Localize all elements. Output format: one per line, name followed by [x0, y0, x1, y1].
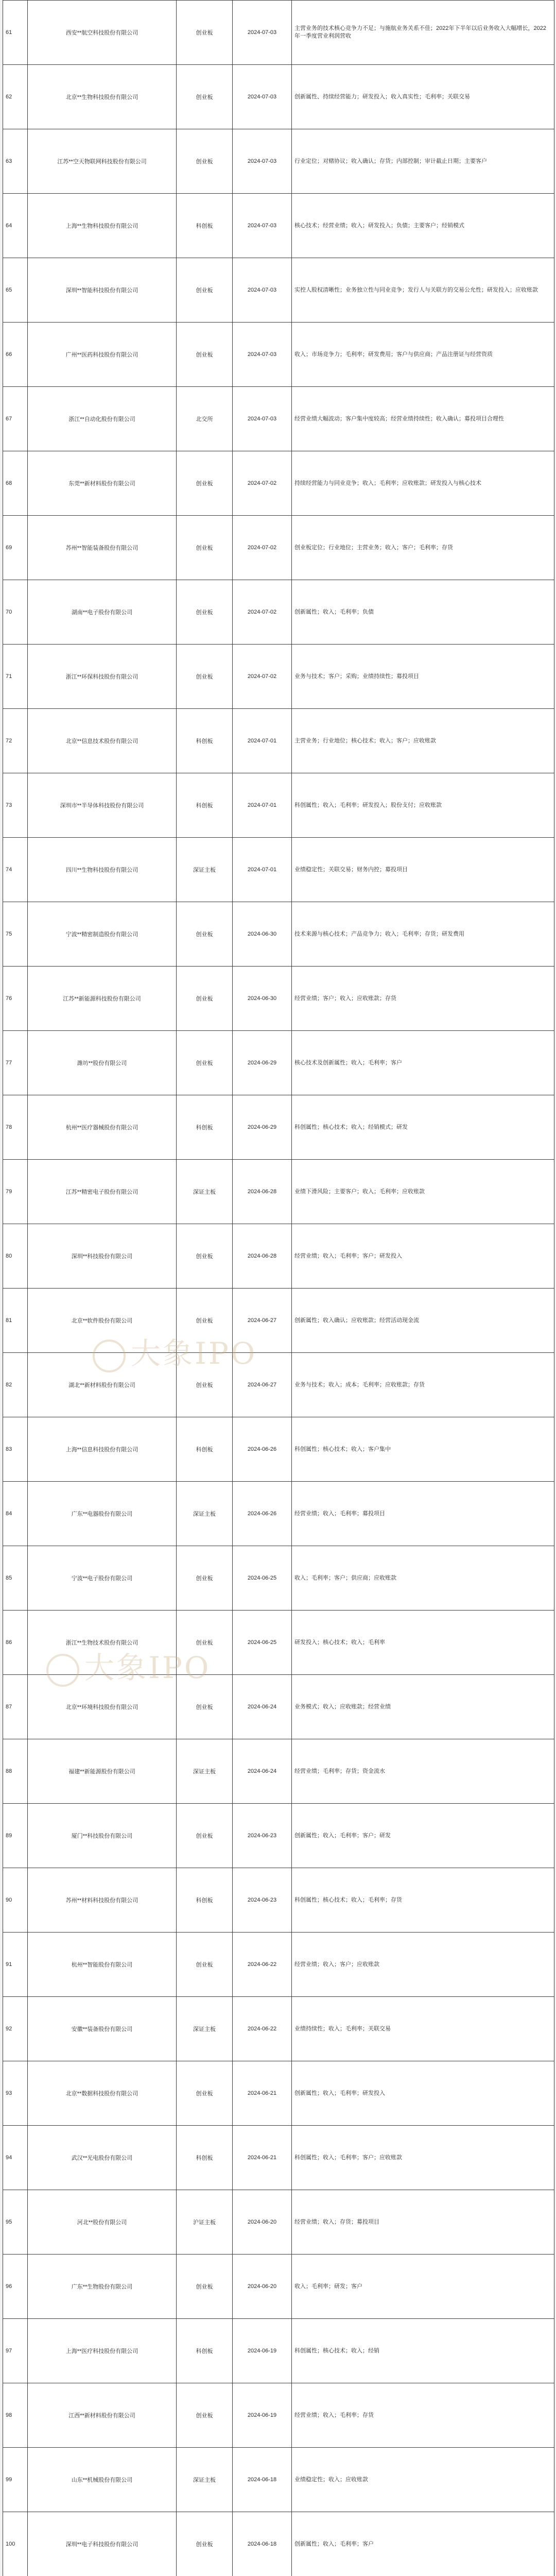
- review-date-cell: 2024-07-03: [233, 387, 292, 451]
- table-row: [3, 1224, 554, 1289]
- review-reasons-cell: 业绩持续性；收入；毛利率；关联交易: [292, 1997, 554, 2061]
- company-name-cell: 江苏**精密电子股份有限公司: [28, 1160, 177, 1224]
- table-row: [3, 258, 554, 323]
- review-reasons-cell: 主营业务；行业地位；核心技术；收入；客户；应收账款: [292, 709, 554, 773]
- review-reasons-cell: 持续经营能力与同业竞争；收入；毛利率；应收账款；研发投入与核心技术: [292, 451, 554, 516]
- review-reasons-cell: 科创属性；收入；毛利率；研发投入；股份支付；应收账款: [292, 773, 554, 838]
- table-row: [3, 1804, 554, 1868]
- review-date-cell: 2024-06-27: [233, 1353, 292, 1417]
- company-name-cell: 广州**医药科技股份有限公司: [28, 323, 177, 387]
- review-reasons-cell: 实控人股权清晰性；业务独立性与同业竞争；发行人与关联方的交易公允性；研发投入；应收账款: [292, 258, 554, 323]
- review-reasons-cell: 创新属性、持续经营能力；研发投入；收入真实性；毛利率；关联交易: [292, 65, 554, 129]
- table-row: [3, 323, 554, 387]
- company-name-cell: 安徽**装备股份有限公司: [28, 1997, 177, 2061]
- listing-board-cell: 深证主板: [177, 1739, 233, 1804]
- row-number-cell: 92: [3, 1997, 28, 2061]
- row-number-cell: 97: [3, 2319, 28, 2383]
- review-date-cell: 2024-06-18: [233, 2512, 292, 2576]
- row-number-cell: 70: [3, 580, 28, 645]
- review-date-cell: 2024-06-22: [233, 1933, 292, 1997]
- review-reasons-cell: 核心技术；经营业绩；收入；研发投入；负债；主要客户；经销模式: [292, 194, 554, 258]
- review-date-cell: 2024-06-20: [233, 2190, 292, 2255]
- table-row: [3, 967, 554, 1031]
- review-date-cell: 2024-06-21: [233, 2126, 292, 2190]
- listing-board-cell: 创业板: [177, 2383, 233, 2448]
- company-name-cell: 厦门**科技股份有限公司: [28, 1804, 177, 1868]
- table-row: [3, 194, 554, 258]
- company-name-cell: 深圳**智能科技股份有限公司: [28, 258, 177, 323]
- row-number-cell: 61: [3, 1, 28, 65]
- table-row: [3, 2255, 554, 2319]
- review-date-cell: 2024-07-02: [233, 580, 292, 645]
- review-reasons-cell: 经营业绩大幅波动；客户集中度较高；经营业绩持续性；收入确认；募投项目合理性: [292, 387, 554, 451]
- listing-board-cell: 科创板: [177, 2319, 233, 2383]
- company-name-cell: 北京**环境科技股份有限公司: [28, 1675, 177, 1739]
- review-reasons-cell: 创新属性；收入；毛利率；客户；研发: [292, 1804, 554, 1868]
- review-reasons-cell: 主营业务的技术核心竞争力不足；与施航业务关系不佳；2022年下半年以后业务收入大幅增长，2022年一季度营业利润营收: [292, 1, 554, 65]
- listing-board-cell: 创业板: [177, 129, 233, 194]
- review-reasons-cell: 科创属性；核心技术；收入；经销: [292, 2319, 554, 2383]
- company-name-cell: 湖南**电子股份有限公司: [28, 580, 177, 645]
- company-name-cell: 浙江**生物技术股份有限公司: [28, 1611, 177, 1675]
- company-name-cell: 浙江**自动化股份有限公司: [28, 387, 177, 451]
- review-date-cell: 2024-06-19: [233, 2319, 292, 2383]
- listing-board-cell: 创业板: [177, 1031, 233, 1095]
- review-date-cell: 2024-06-19: [233, 2383, 292, 2448]
- listing-board-cell: 创业板: [177, 2512, 233, 2576]
- row-number-cell: 78: [3, 1095, 28, 1160]
- table-row: [3, 902, 554, 967]
- review-reasons-cell: 科创属性；核心技术；收入；毛利率；存货: [292, 1868, 554, 1933]
- review-date-cell: 2024-06-25: [233, 1546, 292, 1611]
- listing-board-cell: 创业板: [177, 1546, 233, 1611]
- table-row: [3, 516, 554, 580]
- listing-board-cell: 创业板: [177, 2255, 233, 2319]
- row-number-cell: 91: [3, 1933, 28, 1997]
- table-row: [3, 1933, 554, 1997]
- company-name-cell: 广东**生物股份有限公司: [28, 2255, 177, 2319]
- table-row: [3, 838, 554, 902]
- row-number-cell: 84: [3, 1482, 28, 1546]
- table-row: [3, 1482, 554, 1546]
- review-reasons-cell: 科创属性；核心技术；收入；经销模式；研发: [292, 1095, 554, 1160]
- review-date-cell: 2024-07-02: [233, 645, 292, 709]
- row-number-cell: 95: [3, 2190, 28, 2255]
- row-number-cell: 76: [3, 967, 28, 1031]
- review-date-cell: 2024-06-30: [233, 902, 292, 967]
- table-row: [3, 1546, 554, 1611]
- row-number-cell: 75: [3, 902, 28, 967]
- review-date-cell: 2024-06-29: [233, 1031, 292, 1095]
- review-date-cell: 2024-06-23: [233, 1804, 292, 1868]
- review-reasons-cell: 行业定位；对赌协议；收入确认；存货；内部控制；审计截止日期；主要客户: [292, 129, 554, 194]
- review-reasons-cell: 经营业绩；收入；客户；应收账款: [292, 1933, 554, 1997]
- review-reasons-cell: 业绩稳定性；关联交易；财务内控；募投项目: [292, 838, 554, 902]
- review-reasons-cell: 经营业绩；客户；收入；应收账款；存货: [292, 967, 554, 1031]
- row-number-cell: 100: [3, 2512, 28, 2576]
- listing-board-cell: 创业板: [177, 1224, 233, 1289]
- review-reasons-cell: 经营业绩；收入；毛利率；客户；研发投入: [292, 1224, 554, 1289]
- row-number-cell: 72: [3, 709, 28, 773]
- row-number-cell: 83: [3, 1417, 28, 1482]
- row-number-cell: 77: [3, 1031, 28, 1095]
- row-number-cell: 82: [3, 1353, 28, 1417]
- review-date-cell: 2024-06-24: [233, 1739, 292, 1804]
- listing-board-cell: 科创板: [177, 1417, 233, 1482]
- company-name-cell: 宁波**电子股份有限公司: [28, 1546, 177, 1611]
- review-date-cell: 2024-07-03: [233, 1, 292, 65]
- row-number-cell: 66: [3, 323, 28, 387]
- review-date-cell: 2024-06-22: [233, 1997, 292, 2061]
- table-row: [3, 1997, 554, 2061]
- review-reasons-cell: 收入；毛利率；研发；客户: [292, 2255, 554, 2319]
- row-number-cell: 80: [3, 1224, 28, 1289]
- table-row: [3, 1, 554, 65]
- table-row: [3, 2448, 554, 2512]
- listing-board-cell: 科创板: [177, 709, 233, 773]
- row-number-cell: 64: [3, 194, 28, 258]
- review-reasons-cell: 创新属性；收入；毛利率；负债: [292, 580, 554, 645]
- table-row: [3, 1739, 554, 1804]
- row-number-cell: 73: [3, 773, 28, 838]
- review-date-cell: 2024-06-28: [233, 1160, 292, 1224]
- review-date-cell: 2024-06-18: [233, 2448, 292, 2512]
- company-name-cell: 深圳**电子科技股份有限公司: [28, 2512, 177, 2576]
- listing-board-cell: 沪证主板: [177, 2190, 233, 2255]
- review-date-cell: 2024-07-03: [233, 194, 292, 258]
- row-number-cell: 74: [3, 838, 28, 902]
- table-row: [3, 1289, 554, 1353]
- review-date-cell: 2024-07-03: [233, 65, 292, 129]
- company-name-cell: 浙江**环保科技股份有限公司: [28, 645, 177, 709]
- table-row: [3, 1031, 554, 1095]
- table-row: [3, 773, 554, 838]
- review-date-cell: 2024-06-29: [233, 1095, 292, 1160]
- row-number-cell: 67: [3, 387, 28, 451]
- review-reasons-cell: 创业板定位；行业地位；主营业务；收入；客户；毛利率；存货: [292, 516, 554, 580]
- company-name-cell: 潍坊**股份有限公司: [28, 1031, 177, 1095]
- listing-board-cell: 深证主板: [177, 1997, 233, 2061]
- row-number-cell: 87: [3, 1675, 28, 1739]
- row-number-cell: 81: [3, 1289, 28, 1353]
- review-date-cell: 2024-06-26: [233, 1417, 292, 1482]
- table-row: [3, 451, 554, 516]
- company-name-cell: 四川**生物科技股份有限公司: [28, 838, 177, 902]
- company-name-cell: 北京**软件股份有限公司: [28, 1289, 177, 1353]
- row-number-cell: 96: [3, 2255, 28, 2319]
- table-row: [3, 580, 554, 645]
- listing-board-cell: 创业板: [177, 65, 233, 129]
- review-reasons-cell: 收入；毛利率；客户；供应商；应收账款: [292, 1546, 554, 1611]
- row-number-cell: 85: [3, 1546, 28, 1611]
- table-row: [3, 645, 554, 709]
- listing-board-cell: 创业板: [177, 451, 233, 516]
- listing-board-cell: 创业板: [177, 1611, 233, 1675]
- review-reasons-cell: 研发投入；核心技术；收入；毛利率: [292, 1611, 554, 1675]
- row-number-cell: 69: [3, 516, 28, 580]
- company-name-cell: 福建**新能源股份有限公司: [28, 1739, 177, 1804]
- review-reasons-cell: 业务模式；收入；应收账款；经营业绩: [292, 1675, 554, 1739]
- review-date-cell: 2024-06-21: [233, 2061, 292, 2126]
- listing-board-cell: 创业板: [177, 1, 233, 65]
- row-number-cell: 90: [3, 1868, 28, 1933]
- row-number-cell: 94: [3, 2126, 28, 2190]
- listing-board-cell: 创业板: [177, 967, 233, 1031]
- listing-board-cell: 深证主板: [177, 838, 233, 902]
- listing-board-cell: 创业板: [177, 2061, 233, 2126]
- review-reasons-cell: 业务与技术；收入；成本；毛利率；应收账款；存货: [292, 1353, 554, 1417]
- row-number-cell: 79: [3, 1160, 28, 1224]
- listing-board-cell: 科创板: [177, 2126, 233, 2190]
- company-name-cell: 江西**新材料股份有限公司: [28, 2383, 177, 2448]
- listing-board-cell: 北交所: [177, 387, 233, 451]
- listing-board-cell: 创业板: [177, 258, 233, 323]
- review-date-cell: 2024-06-26: [233, 1482, 292, 1546]
- review-reasons-cell: 业务与技术；客户；采购；业绩持续性；募投项目: [292, 645, 554, 709]
- table-row: [3, 1095, 554, 1160]
- review-date-cell: 2024-07-01: [233, 709, 292, 773]
- review-date-cell: 2024-07-03: [233, 323, 292, 387]
- company-name-cell: 深圳**科技股份有限公司: [28, 1224, 177, 1289]
- review-reasons-cell: 业绩稳定性；收入；应收账款: [292, 2448, 554, 2512]
- table-row: [3, 1868, 554, 1933]
- company-name-cell: 苏州**材料科技股份有限公司: [28, 1868, 177, 1933]
- watermark-logo-icon: [46, 1654, 79, 1687]
- watermark: 大象IPO: [93, 1329, 257, 1372]
- company-name-cell: 武汉**光电股份有限公司: [28, 2126, 177, 2190]
- table-row: [3, 1417, 554, 1482]
- review-date-cell: 2024-06-27: [233, 1289, 292, 1353]
- ipo-review-table-sheet: [3, 0, 554, 2576]
- listing-board-cell: 创业板: [177, 902, 233, 967]
- table-row: [3, 2061, 554, 2126]
- review-date-cell: 2024-06-24: [233, 1675, 292, 1739]
- review-date-cell: 2024-06-20: [233, 2255, 292, 2319]
- listing-board-cell: 创业板: [177, 1675, 233, 1739]
- watermark: 大象IPO: [46, 1643, 211, 1687]
- table-row: [3, 387, 554, 451]
- listing-board-cell: 科创板: [177, 1095, 233, 1160]
- company-name-cell: 杭州**医疗器械股份有限公司: [28, 1095, 177, 1160]
- table-row: [3, 129, 554, 194]
- review-reasons-cell: 创新属性；收入；毛利率；客户: [292, 2512, 554, 2576]
- company-name-cell: 广东**电器股份有限公司: [28, 1482, 177, 1546]
- listing-board-cell: 创业板: [177, 580, 233, 645]
- table-row: [3, 65, 554, 129]
- table-row: [3, 1353, 554, 1417]
- review-reasons-cell: 经营业绩；收入；毛利率；存货: [292, 2383, 554, 2448]
- listing-board-cell: 深证主板: [177, 2448, 233, 2512]
- table-row: [3, 2319, 554, 2383]
- listing-board-cell: 创业板: [177, 1933, 233, 1997]
- ipo-review-table: [3, 0, 554, 2576]
- review-reasons-cell: 创新属性；收入；毛利率；研发投入: [292, 2061, 554, 2126]
- listing-board-cell: 创业板: [177, 516, 233, 580]
- row-number-cell: 86: [3, 1611, 28, 1675]
- company-name-cell: 江苏**空天物联网科技股份有限公司: [28, 129, 177, 194]
- review-date-cell: 2024-07-01: [233, 773, 292, 838]
- review-reasons-cell: 收入；市场竞争力；毛利率；研发费用；客户与供应商；产品注册证与经营资质: [292, 323, 554, 387]
- review-date-cell: 2024-07-03: [233, 258, 292, 323]
- listing-board-cell: 创业板: [177, 1804, 233, 1868]
- review-date-cell: 2024-06-23: [233, 1868, 292, 1933]
- review-date-cell: 2024-06-28: [233, 1224, 292, 1289]
- review-date-cell: 2024-07-01: [233, 838, 292, 902]
- watermark-logo-icon: [93, 1340, 126, 1372]
- row-number-cell: 88: [3, 1739, 28, 1804]
- table-row: [3, 2512, 554, 2576]
- company-name-cell: 上海**生物科技股份有限公司: [28, 194, 177, 258]
- company-name-cell: 深圳市**半导体科技股份有限公司: [28, 773, 177, 838]
- review-reasons-cell: 经营业绩；收入；毛利率；募投项目: [292, 1482, 554, 1546]
- listing-board-cell: 科创板: [177, 773, 233, 838]
- row-number-cell: 65: [3, 258, 28, 323]
- review-reasons-cell: 经营业绩；毛利率；存货；资金流水: [292, 1739, 554, 1804]
- row-number-cell: 99: [3, 2448, 28, 2512]
- review-date-cell: 2024-07-02: [233, 516, 292, 580]
- row-number-cell: 93: [3, 2061, 28, 2126]
- listing-board-cell: 深证主板: [177, 1482, 233, 1546]
- review-reasons-cell: 核心技术及创新属性；收入；毛利率；客户: [292, 1031, 554, 1095]
- table-row: [3, 709, 554, 773]
- review-date-cell: 2024-07-03: [233, 129, 292, 194]
- row-number-cell: 62: [3, 65, 28, 129]
- table-row: [3, 2383, 554, 2448]
- table-row: [3, 2126, 554, 2190]
- review-date-cell: 2024-06-25: [233, 1611, 292, 1675]
- review-reasons-cell: 科创属性；收入；毛利率；客户；应收账款: [292, 2126, 554, 2190]
- listing-board-cell: 科创板: [177, 194, 233, 258]
- company-name-cell: 江苏**新能源科技股份有限公司: [28, 967, 177, 1031]
- row-number-cell: 89: [3, 1804, 28, 1868]
- review-reasons-cell: 经营业绩；收入；存货；募投项目: [292, 2190, 554, 2255]
- review-date-cell: 2024-07-02: [233, 451, 292, 516]
- review-reasons-cell: 技术来源与核心技术；产品竞争力；收入；毛利率；存货；研发费用: [292, 902, 554, 967]
- row-number-cell: 68: [3, 451, 28, 516]
- row-number-cell: 98: [3, 2383, 28, 2448]
- company-name-cell: 苏州**智能装备股份有限公司: [28, 516, 177, 580]
- review-reasons-cell: 业绩下滑风险；主要客户；收入；毛利率；应收账款: [292, 1160, 554, 1224]
- company-name-cell: 上海**信息科技股份有限公司: [28, 1417, 177, 1482]
- row-number-cell: 63: [3, 129, 28, 194]
- company-name-cell: 宁波**精密制造股份有限公司: [28, 902, 177, 967]
- company-name-cell: 杭州**智能股份有限公司: [28, 1933, 177, 1997]
- company-name-cell: 西安**航空科技股份有限公司: [28, 1, 177, 65]
- company-name-cell: 北京**生物科技股份有限公司: [28, 65, 177, 129]
- listing-board-cell: 科创板: [177, 1868, 233, 1933]
- company-name-cell: 北京**数据科技股份有限公司: [28, 2061, 177, 2126]
- review-reasons-cell: 科创属性；核心技术；收入；客户集中: [292, 1417, 554, 1482]
- listing-board-cell: 创业板: [177, 1289, 233, 1353]
- company-name-cell: 河北**股份有限公司: [28, 2190, 177, 2255]
- table-row: [3, 2190, 554, 2255]
- company-name-cell: 东莞**新材料股份有限公司: [28, 451, 177, 516]
- company-name-cell: 北京**信息技术股份有限公司: [28, 709, 177, 773]
- table-row: [3, 1160, 554, 1224]
- review-reasons-cell: 创新属性；收入确认；应收账款；经营活动现金流: [292, 1289, 554, 1353]
- table-body: [3, 1, 554, 2576]
- listing-board-cell: 创业板: [177, 1353, 233, 1417]
- listing-board-cell: 创业板: [177, 645, 233, 709]
- row-number-cell: 71: [3, 645, 28, 709]
- company-name-cell: 湖北**新材料股份有限公司: [28, 1353, 177, 1417]
- review-date-cell: 2024-06-30: [233, 967, 292, 1031]
- company-name-cell: 山东**机械股份有限公司: [28, 2448, 177, 2512]
- company-name-cell: 上海**医疗科技股份有限公司: [28, 2319, 177, 2383]
- listing-board-cell: 深证主板: [177, 1160, 233, 1224]
- listing-board-cell: 创业板: [177, 323, 233, 387]
